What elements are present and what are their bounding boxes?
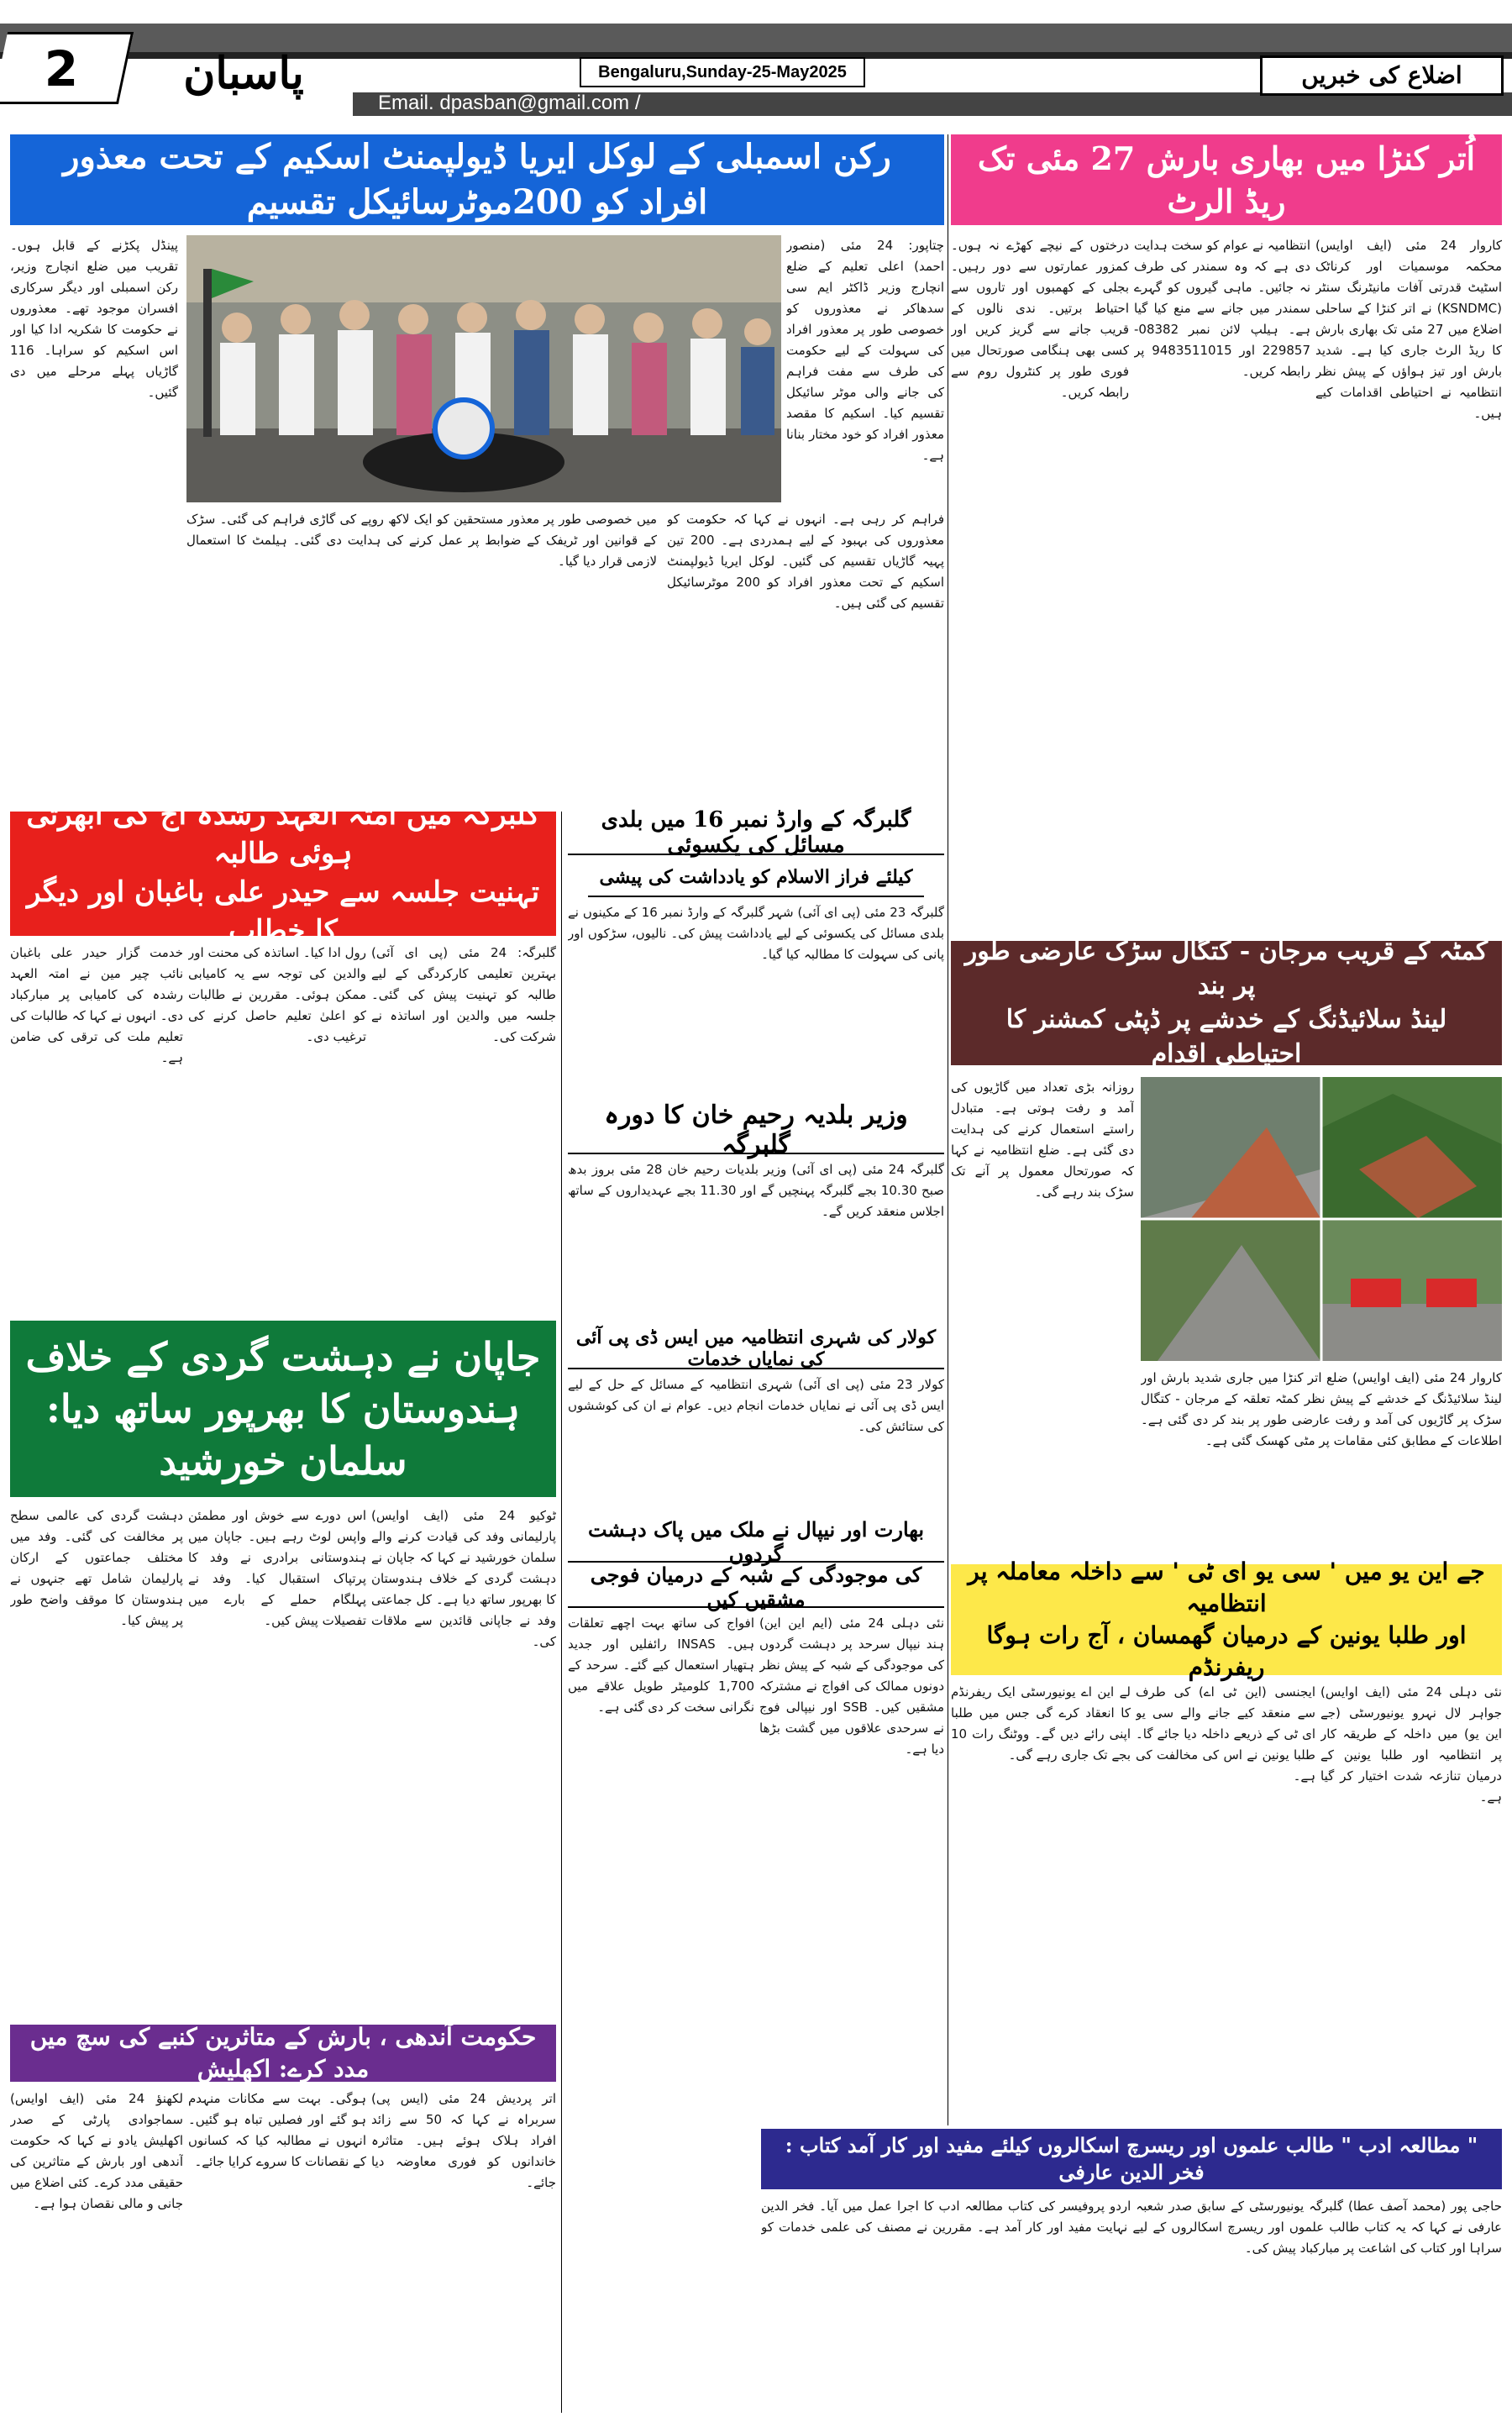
headline-jnu-line2: اور طلبا یونین کے درمیان گھمسان ، آج رات ہوگا ریفرنڈم: [986, 1621, 1467, 1681]
headline-nepal-line1: بھارت اور نیپال نے ملک میں پاک دہشت گردوں: [587, 1517, 925, 1566]
rain-body-3: درختوں کے نیچے کھڑے نہ ہوں۔ کمزور عمارتوں سے دور رہیں۔ بجلی کے کھمبوں اور تاروں سے احتیاط برتیں۔ ندی نالوں کے قریب جانے سے گریز کریں اور کسی بھی ہنگامی صورتحال میں فوری طور پر کنٹرول روم سے رابطہ کریں۔: [951, 238, 1129, 400]
book-body: حاجی پور (محمد آصف عطا) گلبرگہ یونیورسٹی کے سابق صدر شعبہ اردو پروفیسر کی کتاب مطالعہ ادب کا اجرا عمل میں آیا۔ فخر الدین عارفی نے کہا کہ یہ کتاب طالب علموں اور ریسرچ اسکالروں کے لیے نہایت مفید اور کار آمد ہے۔ مقررین نے مصنف کی علمی خدمات کو سراہا اور کتاب کی اشاعت پر مبارکباد پیش کی۔: [761, 2199, 1502, 2256]
column-rule: [561, 812, 562, 2413]
headline-jnu[interactable]: [951, 1558, 1502, 1681]
page-number: 2: [0, 32, 134, 104]
rain-body-1: کاروار 24 مئی (ایف اوایس) محکمہ موسمیات اور کرناٹک اسٹیٹ قدرتی آفات مانیٹرنگ سنٹر (KSNDMC) نے اتر کنڑا کے ساحلی اضلاع میں 27 مئی تک بھاری بارش کا ریڈ الرٹ جاری کیا ہے۔ شدید بارش اور تیز ہواؤں کے پیش نظر انتظامیہ نے احتیاطی اقدامات کیے ہیں۔: [1315, 238, 1502, 421]
nepal-body-2: افواج کی ساتھ بہت اچھے تعلقات ہیں۔ INSAS رائفلیں اور جدید ہتھیار استعمال کیے گئے۔ سرحد کے 1,700 کلومیٹر طویل علاقے میں نگرانی سخت کر دی گئی ہے۔: [568, 1616, 754, 1715]
jnu-body-3: لے این اے یونیورسٹی ایک ریفرنڈم کا انعقاد کرے گی جس میں طلبا اپنی رائے دیں گے۔ ووٹنگ رات 10 بجے تک جاری رہے گی۔: [951, 1684, 1131, 1763]
jnu-body-1: نئی دہلی 24 مئی (ایف اوایس) جواہر لال نہرو یونیورسٹی (جے این یو) میں داخلہ کے طریقہ کار پر انتظامیہ اور طلبا یونین کے درمیان تنازعہ شدت اختیار کر گیا ہے۔: [1320, 1684, 1502, 1805]
issue-date: Bengaluru,Sunday-25-May2025: [580, 57, 865, 87]
headline-japan-line2: ہندوستان کا بھرپور ساتھ دیا: سلمان خورشید: [45, 1385, 521, 1484]
headline-rain[interactable]: [951, 134, 1502, 225]
headline-minister[interactable]: [568, 1101, 944, 1159]
section-label: اضلاع کی خبریں: [1260, 55, 1504, 96]
storm-body-2: اتر پردیش 24 مئی (ایس پی) سربراہ نے کہا کہ 50 سے زائد افراد ہلاک ہوئے ہیں۔ متاثرہ خاندانوں کو فوری معاوضہ دیا جائے۔: [371, 2091, 556, 2190]
headline-japan[interactable]: [10, 1321, 556, 1497]
headline-storm-text: حکومت آندھی ، بارش کے متاثرین کنبے کی سچ میں مدد کرے: اکھلیش: [29, 2023, 537, 2083]
headline-nepal[interactable]: [568, 1517, 944, 1566]
headline-kolar[interactable]: [568, 1329, 944, 1369]
photo-motorcycle-ceremony: [186, 235, 781, 502]
student-body-2: گلبرگہ: 24 مئی (پی ای آئی) بہترین تعلیمی کارکردگی کے لیے طالبہ کو تہنیت پیش کی گئی۔ جلسہ میں والدین اور اساتذہ نے شرکت کی۔: [371, 945, 556, 1044]
subhead-cycle[interactable]: [588, 859, 924, 897]
kolar-body: کولار 23 مئی (پی ای آئی) شہری انتظامیہ کے مسائل کے حل کے لیے ایس ڈی پی آئی نے نمایاں خدمات انجام دیں۔ عوام نے ان کی کوششوں کی ستائش کی۔: [568, 1377, 944, 1434]
japan-body-3: دہشت گردی کی عالمی سطح پر مخالفت کی گئی۔ وفد میں مختلف جماعتوں کے ارکان پارلیمان شامل تھے جنہوں نے ہندوستان کا موقف واضح طور پر پیش کیا۔: [10, 1508, 183, 1628]
headline-student-line1: گلبرگہ میں امتہ العہد رشدہ آج کی ابھرتی ہوئی طالبہ: [26, 798, 540, 871]
headline-book[interactable]: [761, 2129, 1502, 2189]
student-body-3: رول ادا کیا۔ اساتذہ کی محنت اور والدین کی توجہ سے یہ کامیابی ممکن ہوئی۔ مقررین نے طالبات کو اعلیٰ تعلیم حاصل کرنے کی ترغیب دی۔: [188, 945, 366, 1044]
headline-landslide-line2: لینڈ سلائیڈنگ کے خدشے پر ڈپٹی کمشنر کا احتیاطی اقدام: [1005, 1005, 1447, 1069]
headline-student-line2: تہنیت جلسہ سے حیدر علی باغبان اور دیگر کا خطاب: [26, 875, 540, 948]
headline-kolar-text: کولار کی شہری انتظامیہ میں ایس ڈی پی آئی کی نمایاں خدمات: [575, 1327, 937, 1370]
headline-book-text: " مطالعہ ادب " طالب علموں اور ریسرچ اسکالروں کیلئے مفید اور کار آمد کتاب : فخر الدین عارفی: [785, 2132, 1478, 2184]
rain-body-2: انتظامیہ نے عوام کو سخت ہدایت دی ہے کہ وہ سمندر کی طرف نہ جائیں۔ ماہی گیروں کو گہرے سمندر میں جانے سے منع کیا گیا ہے۔ ہیلپ لائن نمبر 08382-229857 اور 9483511015 پر رابطہ کریں۔: [1134, 238, 1310, 379]
newspaper-logo: پاسبان: [183, 48, 304, 99]
japan-body-1: ٹوکیو 24 مئی (ایف اوایس) پارلیمانی وفد کی قیادت کرنے والے سلمان خورشید نے کہا کہ جاپان نے دہشت گردی کے خلاف ہندوستان کا بھرپور ساتھ دیا ہے۔ کل جماعتی وفد نے جاپانی قائدین سے ملاقات کی۔: [371, 1508, 556, 1649]
subhead-nepal[interactable]: [568, 1563, 944, 1611]
headline-minister-text: وزیر بلدیہ رحیم خان کا دورہ گلبرگہ: [604, 1101, 908, 1159]
landslide-body-1: کاروار 24 مئی (ایف اوایس) ضلع اتر کنڑا میں جاری شدید بارش اور لینڈ سلائیڈنگ کے خدشے کے پیش نظر کمٹہ تعلقہ کے مرجان - کتگال سڑک پر گاڑیوں کی آمد و رفت عارضی طور پر بند کر دی گئی ہے۔ اطلاعات کے مطابق کئی مقامات پر مٹی کھسک گئی ہے۔: [1141, 1370, 1502, 1448]
motorcycle-body-3: میں خصوصی طور پر معذور مستحقین کو ایک لاکھ روپے کی گاڑی فراہم کی گئی۔ سڑک کے قوانین اور ٹریفک کے ضوابط پر عمل کرنے کی ہدایت دی گئی۔ ہیلمٹ کا استعمال لازمی قرار دیا گیا۔: [186, 512, 657, 569]
motorcycle-body-2: فراہم کر رہی ہے۔ انہوں نے کہا کہ حکومت کو معذوروں کی بہبود کے لیے ہمدردی ہے۔ 200 تین پہیہ گاڑیاں تقسیم کی گئیں۔ لوکل ایریا ڈیولپمنٹ اسکیم کے تحت معذور افراد کو 200 موٹرسائیکل تقسیم کی گئی ہیں۔: [667, 512, 944, 611]
headline-cycle-text: گلبرگہ کے وارڈ نمبر 16 میں بلدی مسائل کی یکسوئی: [601, 807, 911, 858]
headline-nepal-line2: کی موجودگی کے شبہ کے درمیان فوجی مشقیں کیں: [590, 1563, 922, 1611]
subhead-cycle-text: کیلئے فراز الاسلام کو یادداشت کی پیشی: [599, 866, 913, 888]
cycle-body: گلبرگہ 23 مئی (پی ای آئی) شہر گلبرگہ کے وارڈ نمبر 16 کے مکینوں نے بلدی مسائل کی یکسوئی کے لیے یادداشت پیش کی۔ نالیوں، سڑکوں اور پانی کی سہولت کا مطالبہ کیا گیا۔: [568, 905, 944, 962]
headline-jnu-line1: جے این یو میں ' سی یو ای ٹی ' سے داخلہ معاملہ پر انتظامیہ: [968, 1558, 1485, 1618]
nepal-body-1: نئی دہلی 24 مئی (ایم این این) ہند نیپال سرحد پر دہشت گردوں کی موجودگی کے شبہ کے پیش نظر دونوں ممالک کی افواج نے مشترکہ مشقیں کیں۔ SSB اور نیپالی فوج نے سرحدی علاقوں میں گشت بڑھا دیا ہے۔: [759, 1616, 944, 1757]
jnu-body-2: ایجنسی (این ٹی اے) کی طرف سے منعقد کیے جانے والے سی یو ای ٹی کے ذریعے داخلہ دیا جائے گا۔ طلبا یونین نے اس کی مخالفت کی ہے۔: [1136, 1684, 1315, 1784]
photo-landslide: [1141, 1077, 1502, 1361]
headline-storm[interactable]: [10, 2025, 556, 2082]
storm-body-1: لکھنؤ 24 مئی (ایف اوایس) سماجوادی پارٹی کے صدر اکھلیش یادو نے کہا کہ حکومت آندھی اور بارش کے متاثرین کی حقیقی مدد کرے۔ کئی اضلاع میں جانی و مالی نقصان ہوا ہے۔: [10, 2091, 183, 2211]
headline-motorcycle-text: رکن اسمبلی کے لوکل ایریا ڈیولپمنٹ اسکیم کے تحت معذور افراد کو 200موٹرسائیکل تقسیم: [63, 137, 891, 222]
landslide-body-2: روزانہ بڑی تعداد میں گاڑیوں کی آمد و رفت ہوتی ہے۔ متبادل راستے استعمال کرنے کی ہدایت دی گئی ہے۔ ضلع انتظامیہ نے کہا کہ صورتحال معمول پر آنے تک سڑک بند رہے گی۔: [951, 1080, 1134, 1200]
japan-body-2: اس دورے سے خوش اور مطمئن واپس لوٹ رہے ہیں۔ جاپان میں ہندوستانی برادری نے وفد کا پرتپاک استقبال کیا۔ وفد نے پہلگام حملے کے بارے میں تفصیلات پیش کیں۔: [188, 1508, 366, 1628]
storm-body-3: ہوگی۔ بہت سے مکانات منہدم ہو گئے اور فصلیں تباہ ہو گئیں۔ انہوں نے مطالبہ کیا کہ کسانوں کے نقصانات کا سروے کرایا جائے۔: [188, 2091, 366, 2169]
ceremony-image: [186, 235, 781, 502]
headline-motorcycle[interactable]: [10, 134, 944, 225]
contact-email[interactable]: Email. dpasban@gmail.com /: [378, 92, 641, 114]
headline-landslide[interactable]: [951, 937, 1502, 1069]
headline-landslide-line1: کمٹہ کے قریب مرجان - کتگال سڑک عارضی طور پر بند: [964, 937, 1488, 1001]
landslide-image: [1141, 1077, 1502, 1361]
headline-japan-line1: جاپان نے دہشت گردی کے خلاف: [25, 1333, 541, 1379]
minister-body: گلبرگہ 24 مئی (پی ای آئی) وزیر بلدیات رحیم خان 28 مئی بروز بدھ صبح 10.30 بجے گلبرگہ پہنچیں گے اور 11.30 بجے عہدیداروں کے ساتھ اجلاس منعقد کریں گے۔: [568, 1162, 944, 1219]
headline-cycle[interactable]: [568, 807, 944, 858]
headline-student[interactable]: [10, 798, 556, 948]
motorcycle-body-1: چتاپور: 24 مئی (منصور احمد) اعلی تعلیم کے ضلع انچارج وزیر ڈاکٹر ایم سی سدھاکر نے معذوروں کو خصوصی طور پر معذور افراد کی سہولت کے لیے حکومت کی طرف سے مفت فراہم کی جانے والی موٹر سائیکل تقسیم کیا۔ اسکیم کا مقصد معذور افراد کو خود مختار بنانا ہے۔: [786, 238, 944, 463]
motorcycle-body-4: پینڈل پکڑنے کے قابل ہوں۔ تقریب میں ضلع انچارج وزیر، رکن اسمبلی اور دیگر سرکاری افسران موجود تھے۔ معذوروں نے حکومت کا شکریہ ادا کیا اور اس اسکیم کو سراہا۔ 116 گاڑیاں پہلے مرحلے میں دی گئیں۔: [10, 238, 178, 400]
headline-rain-text: اُتر کنڑا میں بھاری بارش 27 مئی تک ریڈ الرٹ: [977, 139, 1476, 220]
student-body-1: خدمت گزار حیدر علی باغبان نائب چیر مین نے امتہ العہد رشدہ کی کامیابی پر مبارکباد دی۔ انہوں نے کہا کہ طالبات کی تعلیم ملت کی ترقی کی ضامن ہے۔: [10, 945, 183, 1065]
